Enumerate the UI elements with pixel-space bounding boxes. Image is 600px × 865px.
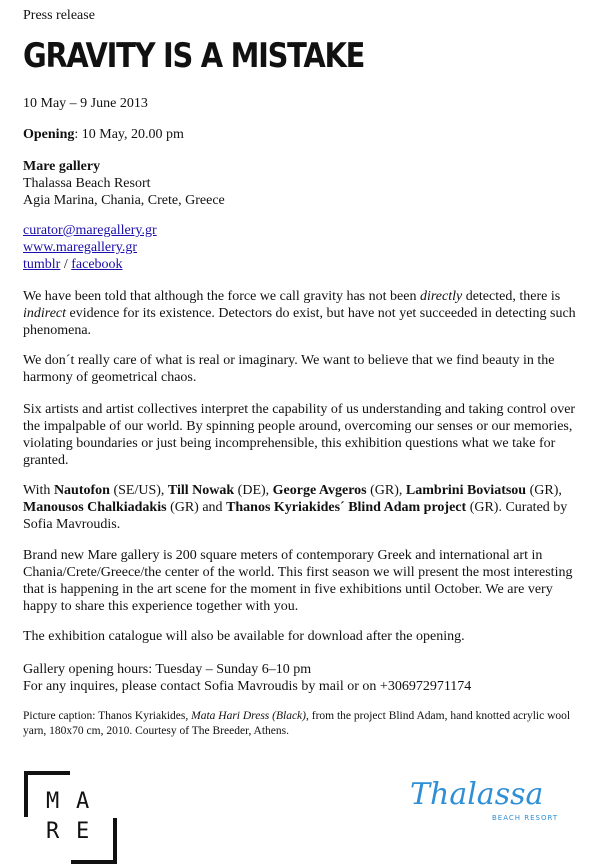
exhibition-title: GRAVITY IS A MISTAKE [23, 36, 365, 76]
links-block [23, 222, 578, 273]
tumblr-link[interactable]: tumblr [23, 257, 61, 272]
thalassa-subtitle: BEACH RESORT [492, 814, 559, 822]
thalassa-wordmark: Thalassa [410, 777, 544, 812]
p4-text: (GR), [526, 483, 562, 498]
opening-line [23, 126, 578, 143]
hours-contact-block [23, 661, 578, 695]
p1-text-a: We have been told that although the force we call gravity has not been [23, 289, 420, 304]
contact-info: For any inquires, please contact Sofia Mavroudis by mail or on +306972971174 [23, 679, 472, 694]
mare-letter-a: A [76, 789, 90, 814]
artist-name: Lambrini Boviatsou [405, 483, 527, 498]
venue-line2: Agia Marina, Chania, Crete, Greece [23, 193, 225, 208]
venue-block [23, 158, 578, 209]
p1-emphasis-indirect: indirect [23, 306, 67, 321]
venue-name: Mare gallery [23, 159, 101, 174]
exhibition-dates: 10 May – 9 June 2013 [23, 96, 148, 111]
paragraph-catalogue: The exhibition catalogue will also be available for download after the opening. [23, 629, 465, 644]
doc-label: Press release [23, 8, 95, 23]
paragraph-gravity [23, 288, 578, 339]
picture-caption [23, 709, 578, 739]
p1-emphasis-directly: directly [419, 289, 463, 304]
link-separator: / [60, 257, 72, 272]
opening-label: Opening [23, 127, 75, 142]
opening-value: : 10 May, 20.00 pm [74, 127, 184, 142]
paragraph-gallery: Brand new Mare gallery is 200 square meters of contemporary Greek and international art in Chania/Crete/Greece/the center of the world. This first season we will present the most interesting that is happening in the art scene for the moment in five exhibitions until October. We are very happy to share this experience together with you. [23, 548, 573, 614]
artist-name: Till Nowak [167, 483, 235, 498]
p4-text: (GR) and [166, 500, 227, 515]
facebook-link[interactable]: facebook [71, 257, 123, 272]
p4-text: (DE), [234, 483, 273, 498]
paragraph-artists: Six artists and artist collectives interpret the capability of us understanding and taking control over the impalpable of our world. By spinning people around, overcoming our senses or our memories, violating boundaries or just being incomprehensible, this exhibition questions what we take for granted. [23, 402, 576, 468]
p1-text-c: evidence for its existence. Detectors do exist, but have not yet succeeded in detecting such phenomena. [23, 306, 576, 338]
p4-text: (GR), [366, 483, 406, 498]
artist-name: Nautofon [53, 483, 110, 498]
mare-letter-r: R [46, 819, 60, 844]
mare-logo-frame [24, 771, 117, 864]
caption-artwork-title: Mata Hari Dress (Black) [191, 710, 306, 722]
artist-name: George Avgeros [272, 483, 367, 498]
p4-text: With [23, 483, 54, 498]
email-link[interactable]: curator@maregallery.gr [23, 223, 157, 238]
mare-letter-m: M [46, 789, 60, 814]
caption-text-b: , from the project Blind Adam, hand knotted acrylic wool yarn, 180x70 cm, 2010. Courtesy of The Breeder, Athens. [23, 710, 571, 737]
website-link[interactable]: www.maregallery.gr [23, 240, 138, 255]
paragraph-participants [23, 482, 578, 533]
artist-name: Manousos Chalkiadakis [23, 500, 167, 515]
thalassa-logo-graphic [404, 762, 560, 832]
p4-text: (SE/US), [109, 483, 168, 498]
thalassa-logo [404, 762, 560, 832]
mare-letter-e: E [76, 819, 90, 844]
opening-hours: Gallery opening hours: Tuesday – Sunday 6–10 pm [23, 662, 312, 677]
mare-logo [24, 771, 117, 864]
venue-line1: Thalassa Beach Resort [23, 176, 151, 191]
artist-name: Thanos Kyriakides´ Blind Adam project [226, 500, 467, 515]
p4-text: (GR). Curated by Sofia Mavroudis. [23, 500, 568, 532]
paragraph-real: We don´t really care of what is real or imaginary. We want to believe that we find beauty in the harmony of geometrical chaos. [23, 353, 555, 385]
caption-text-a: Picture caption: Thanos Kyriakides, [23, 710, 192, 722]
p1-text-b: detected, there is [462, 289, 561, 304]
